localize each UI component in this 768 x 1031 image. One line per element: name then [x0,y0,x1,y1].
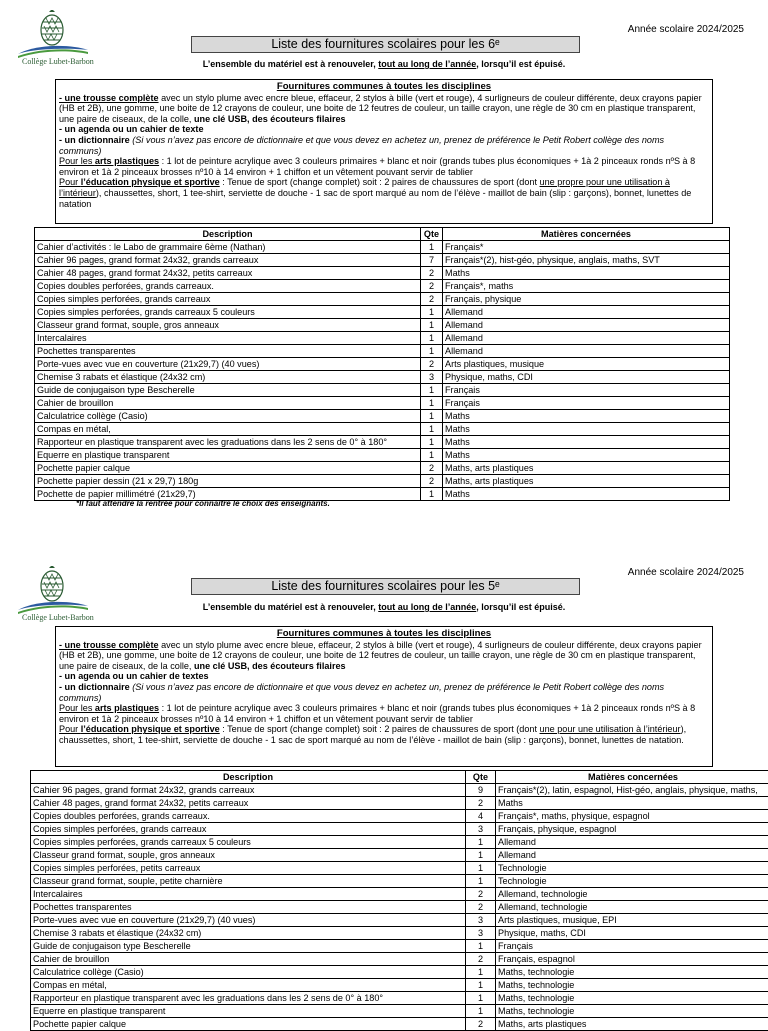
cell-qty: 3 [466,927,496,940]
table-row [35,449,730,462]
cell-qty: 2 [421,475,443,488]
common-title: Fournitures communes à toutes les disciplines [59,629,709,640]
cell-subjects: Français, physique [443,293,730,306]
cell-description: Compas en métal, [35,423,421,436]
table-row [35,267,730,280]
eps-text: : Tenue de sport (change complet) soit : 2 paires de chaussures de sport (dont [220,177,540,187]
subtitle-end: , lorsqu’il est épuisé. [476,602,565,612]
cell-subjects: Physique, maths, CDI [443,371,730,384]
trousse-item [59,93,709,125]
eps-item [59,724,709,745]
cell-subjects: Arts plastiques, musique, EPI [496,914,768,927]
table-row [35,293,730,306]
cell-subjects: Français*, maths [443,280,730,293]
trousse-usb: une clé USB, des écouteurs filaires [194,114,346,124]
table-row [35,371,730,384]
arts-item [59,703,709,724]
cell-subjects: Physique, maths, CDI [496,927,768,940]
table-row [31,810,768,823]
trousse-text: avec un stylo plume avec encre bleue, effaceur, 2 stylos à bille (vert et rouge), 4 surligneurs de couleur différente, deux crayons papier (HB et 2B), une gomme, une boite de 12 crayons de couleur, une boite de 12 feutres de couleur, un taille crayon, une règle de 30 cm en plastique transparent, une paire de ciseaux, de la colle, [59,93,702,124]
cell-description: Porte-vues avec vue en couverture (21x29,7) (40 vues) [31,914,466,927]
footnote: *Il faut attendre la rentrée pour connaître le choix des enseignants. [76,499,330,508]
cell-description: Pochette de papier millimétré (21x29,7) [35,488,421,501]
cell-subjects: Français, espagnol [496,953,768,966]
cell-subjects: Maths, arts plastiques [496,1018,768,1031]
cell-description: Intercalaires [35,332,421,345]
cell-subjects: Maths [443,488,730,501]
cell-subjects: Maths, technologie [496,966,768,979]
cell-subjects: Français*(2), hist-géo, physique, anglais, maths, SVT [443,254,730,267]
table-row [35,254,730,267]
table-row [35,436,730,449]
table-row [31,953,768,966]
table-row [35,332,730,345]
cell-description: Pochettes transparentes [35,345,421,358]
table-row [31,940,768,953]
table-row [31,836,768,849]
cell-description: Guide de conjugaison type Bescherelle [31,940,466,953]
table-row [35,410,730,423]
cell-qty: 2 [466,1018,496,1031]
school-year: Année scolaire 2024/2025 [628,24,744,35]
cell-qty: 1 [421,449,443,462]
cell-description: Cahier 48 pages, grand format 24x32, petits carreaux [31,797,466,810]
trousse-usb: une clé USB, des écouteurs filaires [194,661,346,671]
eps-end: ), chaussettes, short, 1 tee-shirt, serviette de douche - 1 sac de sport marqué au nom de l’élève - maillot de bain (slip : garçons), bonnet, lunettes de natation [59,188,691,209]
arts-pre: Pour les [59,703,95,713]
arts-label: arts plastiques [95,156,159,166]
table-row [35,462,730,475]
cell-qty: 3 [466,914,496,927]
cell-qty: 2 [421,358,443,371]
cell-qty: 3 [421,371,443,384]
cell-description: Calculatrice collège (Casio) [31,966,466,979]
cell-description: Porte-vues avec vue en couverture (21x29,7) (40 vues) [35,358,421,371]
table-row [31,901,768,914]
cell-description: Cahier d’activités : le Labo de grammaire 6ème (Nathan) [35,241,421,254]
table-row [31,888,768,901]
table-row [35,280,730,293]
cell-qty: 1 [421,306,443,319]
cell-subjects: Maths [443,436,730,449]
common-supplies-box [55,626,713,767]
eps-pre: Pour [59,724,81,734]
cell-subjects: Français, physique, espagnol [496,823,768,836]
cell-subjects: Français [443,397,730,410]
col-qty: Qte [421,228,443,241]
cell-qty: 1 [466,849,496,862]
table-header-row [35,228,730,241]
cell-description: Classeur grand format, souple, gros anneaux [35,319,421,332]
cell-qty: 1 [466,966,496,979]
cell-subjects: Français [496,940,768,953]
cell-qty: 1 [421,332,443,345]
arts-text: : 1 lot de peinture acrylique avec 3 couleurs primaires + blanc et noir (grands tubes plus économiques + 1à 2 pinceaux ronds nºS à 8 environ et 1à 2 pinceaux brosses nº10 à 14 environ + 1 chiffon et un vêtement pouvant servir de tablier [59,156,695,177]
subtitle-underline: tout au long de l’année [378,602,476,612]
cell-description: Compas en métal, [31,979,466,992]
cell-description: Copies doubles perforées, grands carreaux. [35,280,421,293]
agenda-item: - un agenda ou un cahier de texte [59,124,709,135]
dictionary-item [59,135,709,156]
cell-qty: 1 [466,836,496,849]
cell-subjects: Maths, technologie [496,992,768,1005]
cell-qty: 1 [421,345,443,358]
cell-description: Pochette papier dessin (21 x 29,7) 180g [35,475,421,488]
cell-qty: 2 [466,797,496,810]
cell-qty: 2 [421,293,443,306]
col-description: Description [35,228,421,241]
dictionary-item [59,682,709,703]
cell-subjects: Allemand [443,306,730,319]
trousse-text: avec un stylo plume avec encre bleue, effaceur, 2 stylos à bille (vert et rouge), 4 surligneurs de couleur différente, deux crayons papier (HB et 2B), une gomme, une boite de 12 crayons de couleur, une boite de 12 feutres de couleur, un taille crayon, une règle de 30 cm en plastique transparent, une paire de ciseaux, de la colle, [59,640,702,671]
table-row [35,397,730,410]
cell-description: Calculatrice collège (Casio) [35,410,421,423]
cell-qty: 1 [421,241,443,254]
cell-description: Intercalaires [31,888,466,901]
subtitle-text: L’ensemble du matériel est à renouveler, [203,59,379,69]
supplies-table [30,770,768,1031]
col-subjects: Matières concernées [443,228,730,241]
table-header-row [31,771,768,784]
subtitle-end: , lorsqu’il est épuisé. [476,59,565,69]
cell-qty: 2 [466,953,496,966]
cell-qty: 2 [421,280,443,293]
cell-description: Cahier 96 pages, grand format 24x32, grands carreaux [31,784,466,797]
trousse-item [59,640,709,672]
cell-description: Rapporteur en plastique transparent avec les graduations dans les 2 sens de 0° à 180° [35,436,421,449]
cell-subjects: Allemand, technologie [496,901,768,914]
cell-description: Copies simples perforées, petits carreaux [31,862,466,875]
school-logo [16,566,116,626]
cell-qty: 1 [466,992,496,1005]
eps-underline: une pour une utilisation à l’intérieur [540,724,681,734]
agenda-item: - un agenda ou un cahier de textes [59,671,709,682]
cell-description: Guide de conjugaison type Bescherelle [35,384,421,397]
table-row [31,927,768,940]
cell-subjects: Français* [443,241,730,254]
cell-subjects: Maths [443,449,730,462]
cell-qty: 4 [466,810,496,823]
common-supplies-box [55,79,713,224]
cell-qty: 3 [466,823,496,836]
cell-description: Copies doubles perforées, grands carreaux. [31,810,466,823]
table-row [31,979,768,992]
cell-qty: 1 [421,410,443,423]
cell-subjects: Maths [443,423,730,436]
dictionary-label: - un dictionnaire [59,135,130,145]
arts-pre: Pour les [59,156,95,166]
cell-description: Cahier de brouillon [35,397,421,410]
cell-subjects: Maths, arts plastiques [443,475,730,488]
table-row [31,823,768,836]
cell-qty: 2 [466,888,496,901]
school-name-logo: Collège Lubet-Barbon [22,613,94,622]
subtitle [0,602,768,612]
dictionary-text: (Si vous n’avez pas encore de dictionnaire et que vous devez en achetez un, prenez de préférence le Petit Robert collège des noms communs) [59,682,664,703]
dictionary-label: - un dictionnaire [59,682,130,692]
cell-description: Cahier 48 pages, grand format 24x32, petits carreaux [35,267,421,280]
table-row [31,797,768,810]
cell-description: Chemise 3 rabats et élastique (24x32 cm) [35,371,421,384]
cell-qty: 2 [421,267,443,280]
table-row [31,862,768,875]
cell-subjects: Français*(2), latin, espagnol, Hist-géo, anglais, physique, maths, [496,784,768,797]
arts-item [59,156,709,177]
table-row [35,345,730,358]
cell-description: Equerre en plastique transparent [35,449,421,462]
cell-description: Copies simples perforées, grands carreaux 5 couleurs [31,836,466,849]
cell-subjects: Maths [443,267,730,280]
cell-qty: 1 [466,875,496,888]
cell-qty: 1 [466,1005,496,1018]
eps-text: : Tenue de sport (change complet) soit : 2 paires de chaussures de sport (dont [220,724,540,734]
cell-qty: 2 [466,901,496,914]
cell-description: Pochette papier calque [35,462,421,475]
cell-subjects: Arts plastiques, musique [443,358,730,371]
cell-subjects: Allemand, technologie [496,888,768,901]
cell-subjects: Allemand [443,332,730,345]
cell-subjects: Maths [443,410,730,423]
page-title: Liste des fournitures scolaires pour les 5ᵉ [191,578,580,595]
cell-description: Pochettes transparentes [31,901,466,914]
table-row [35,384,730,397]
cell-description: Copies simples perforées, grands carreaux 5 couleurs [35,306,421,319]
table-row [31,966,768,979]
cell-subjects: Français [443,384,730,397]
cell-subjects: Maths [496,797,768,810]
cell-description: Copies simples perforées, grands carreaux [31,823,466,836]
cell-qty: 1 [421,397,443,410]
subtitle-text: L’ensemble du matériel est à renouveler, [203,602,379,612]
cell-qty: 1 [466,940,496,953]
cell-description: Copies simples perforées, grands carreaux [35,293,421,306]
col-description: Description [31,771,466,784]
cell-subjects: Allemand [496,836,768,849]
cell-subjects: Maths, arts plastiques [443,462,730,475]
table-row [35,423,730,436]
table-row [31,914,768,927]
cell-qty: 1 [466,862,496,875]
supplies-table [34,227,730,501]
page-title: Liste des fournitures scolaires pour les 6ᵉ [191,36,580,53]
arts-text: : 1 lot de peinture acrylique avec 3 couleurs primaires + blanc et noir (grands tubes plus économiques + 1à 2 pinceaux ronds nºS à 8 environ et 1à 2 pinceaux brosses nº10 à 14 environ + 1 chiffon et un vêtement pouvant servir de tablier [59,703,695,724]
common-title: Fournitures communes à toutes les disciplines [59,82,709,93]
cell-subjects: Allemand [443,319,730,332]
cell-qty: 9 [466,784,496,797]
cell-subjects: Technologie [496,862,768,875]
cell-qty: 1 [421,488,443,501]
cell-subjects: Français*, maths, physique, espagnol [496,810,768,823]
cell-description: Chemise 3 rabats et élastique (24x32 cm) [31,927,466,940]
cell-description: Rapporteur en plastique transparent avec les graduations dans les 2 sens de 0° à 180° [31,992,466,1005]
trousse-label: - une trousse complète [59,640,159,650]
cell-subjects: Technologie [496,875,768,888]
cell-qty: 1 [421,384,443,397]
table-row [31,875,768,888]
cell-subjects: Allemand [496,849,768,862]
table-row [31,849,768,862]
cell-description: Pochette papier calque [31,1018,466,1031]
cell-qty: 1 [421,319,443,332]
eps-pre: Pour [59,177,81,187]
trousse-label: - une trousse complète [59,93,159,103]
cell-description: Classeur grand format, souple, petite charnière [31,875,466,888]
cell-qty: 1 [466,979,496,992]
subtitle-underline: tout au long de l’année [378,59,476,69]
eps-label: l’éducation physique et sportive [81,724,220,734]
cell-description: Equerre en plastique transparent [31,1005,466,1018]
table-row [35,319,730,332]
cell-subjects: Maths, technologie [496,1005,768,1018]
school-name-logo: Collège Lubet-Barbon [22,57,94,66]
table-row [31,992,768,1005]
cell-qty: 1 [421,423,443,436]
table-row [35,475,730,488]
cell-qty: 1 [421,436,443,449]
eps-underline: une propre pour une utilisation à l’intérieur [59,177,670,198]
table-row [31,784,768,797]
table-row [35,306,730,319]
table-row [31,1005,768,1018]
table-row [31,1018,768,1031]
cell-subjects: Maths, technologie [496,979,768,992]
arts-label: arts plastiques [95,703,159,713]
table-row [35,358,730,371]
subtitle [0,59,768,69]
table-row [35,241,730,254]
cell-subjects: Allemand [443,345,730,358]
dictionary-text: (Si vous n’avez pas encore de dictionnaire et que vous devez en achetez un, prenez de préférence le Petit Robert collège des noms communs) [59,135,664,156]
col-qty: Qte [466,771,496,784]
eps-item [59,177,709,209]
col-subjects: Matières concernées [496,771,768,784]
pinecone-logo-icon [16,10,116,60]
cell-description: Cahier 96 pages, grand format 24x32, grands carreaux [35,254,421,267]
school-year: Année scolaire 2024/2025 [628,567,744,578]
cell-description: Cahier de brouillon [31,953,466,966]
eps-label: l’éducation physique et sportive [81,177,220,187]
cell-qty: 2 [421,462,443,475]
cell-description: Classeur grand format, souple, gros anneaux [31,849,466,862]
cell-qty: 7 [421,254,443,267]
eps-end: ), chaussettes, short, 1 tee-shirt, serviette de douche - 1 sac de sport marqué au nom de l’élève - maillot de bain (slip : garçons), bonnet, lunettes de natation. [59,724,686,745]
